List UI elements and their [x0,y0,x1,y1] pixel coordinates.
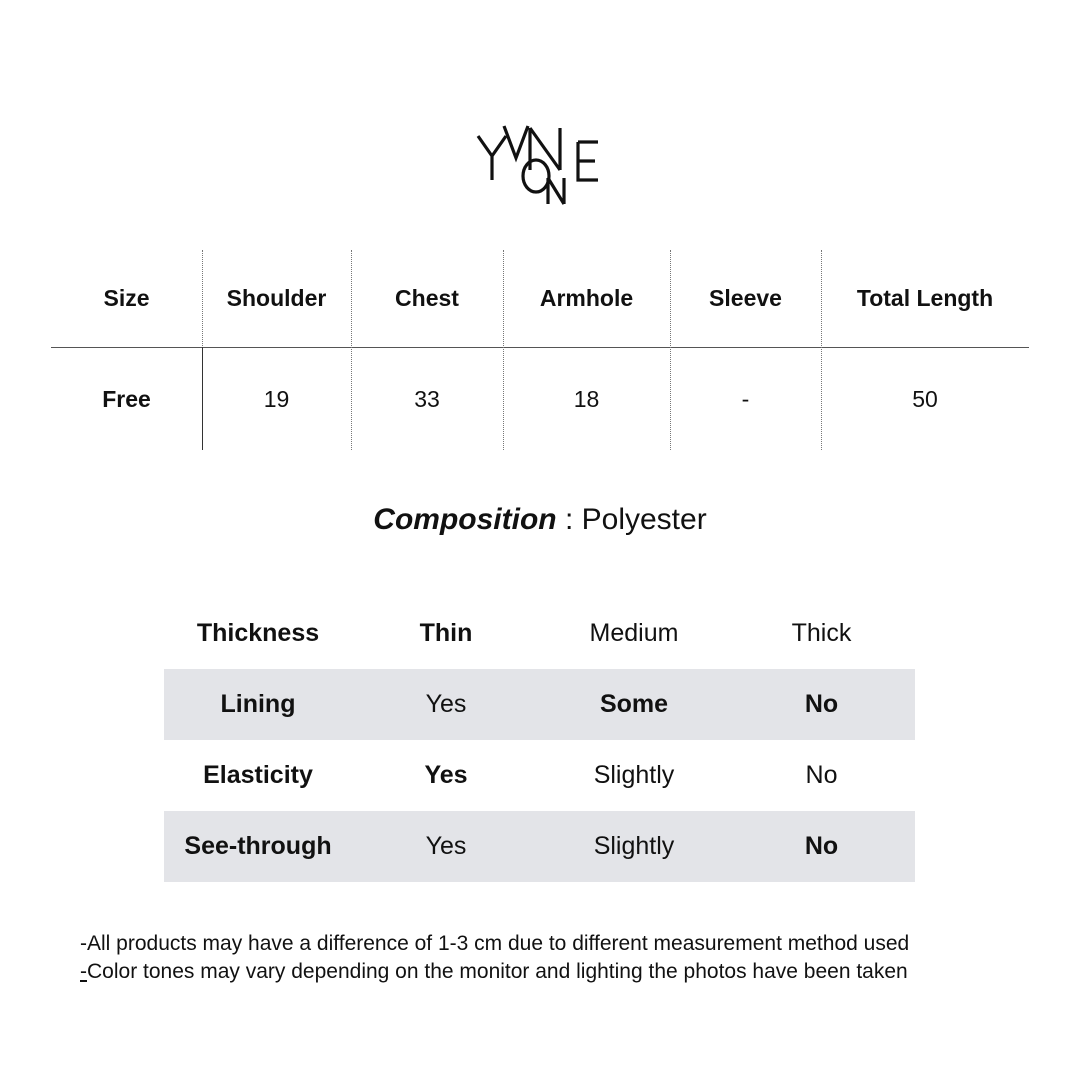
thickness-option-thick: Thick [791,619,852,647]
column-divider [821,250,822,450]
column-divider-solid [202,347,203,450]
armhole-header: Armhole [539,285,634,311]
note-measurement: -All products may have a difference of 1-3 cm due to different measurement method used [80,932,910,955]
see-through-option-yes: Yes [352,811,540,882]
column-divider [670,250,671,450]
size-table [51,250,1029,450]
see-through-option-no: No [728,811,915,882]
lining-option-no: No [728,669,915,740]
composition-value: Polyester [581,503,707,536]
elasticity-option-slightly: Slightly [593,761,675,789]
thickness-option-medium: Medium [589,619,679,647]
lining-option-yes: Yes [352,669,540,740]
armhole-value: 18 [573,385,600,412]
shoulder-value: 19 [263,385,290,412]
elasticity-option-yes: Yes [424,761,468,789]
note-color-text: Color tones may vary depending on the monitor and lighting the photos have been taken [87,960,908,983]
composition-separator: : [564,503,574,536]
lining-row [164,669,915,740]
elasticity-option-no: No [805,761,838,789]
fabric-properties-table [164,598,915,882]
sleeve-value: - [741,385,750,412]
see-through-row [164,811,915,882]
thickness-option-thin: Thin [419,619,473,647]
thickness-label: Thickness [196,619,320,647]
shoulder-header: Shoulder [226,285,327,311]
sleeve-header: Sleeve [709,285,782,311]
total-length-header: Total Length [856,285,994,311]
column-divider [503,250,504,450]
size-header: Size [103,285,150,311]
see-through-option-slightly: Slightly [540,811,728,882]
column-divider [351,250,352,450]
brand-logo [470,118,610,210]
disclaimer-notes [80,930,1040,986]
total-length-value: 50 [912,385,938,412]
note-color [80,958,1040,986]
lining-label: Lining [164,669,352,740]
elasticity-row [164,740,915,811]
see-through-label: See-through [164,811,352,882]
lining-option-some: Some [540,669,728,740]
chest-value: 33 [414,385,440,412]
chest-header: Chest [395,285,459,311]
elasticity-label: Elasticity [203,761,313,789]
composition-line [0,503,1080,537]
composition-label: Composition [373,503,557,536]
size-value: Free [102,385,151,412]
thickness-row [164,598,915,669]
note-color-dash: - [80,960,87,983]
